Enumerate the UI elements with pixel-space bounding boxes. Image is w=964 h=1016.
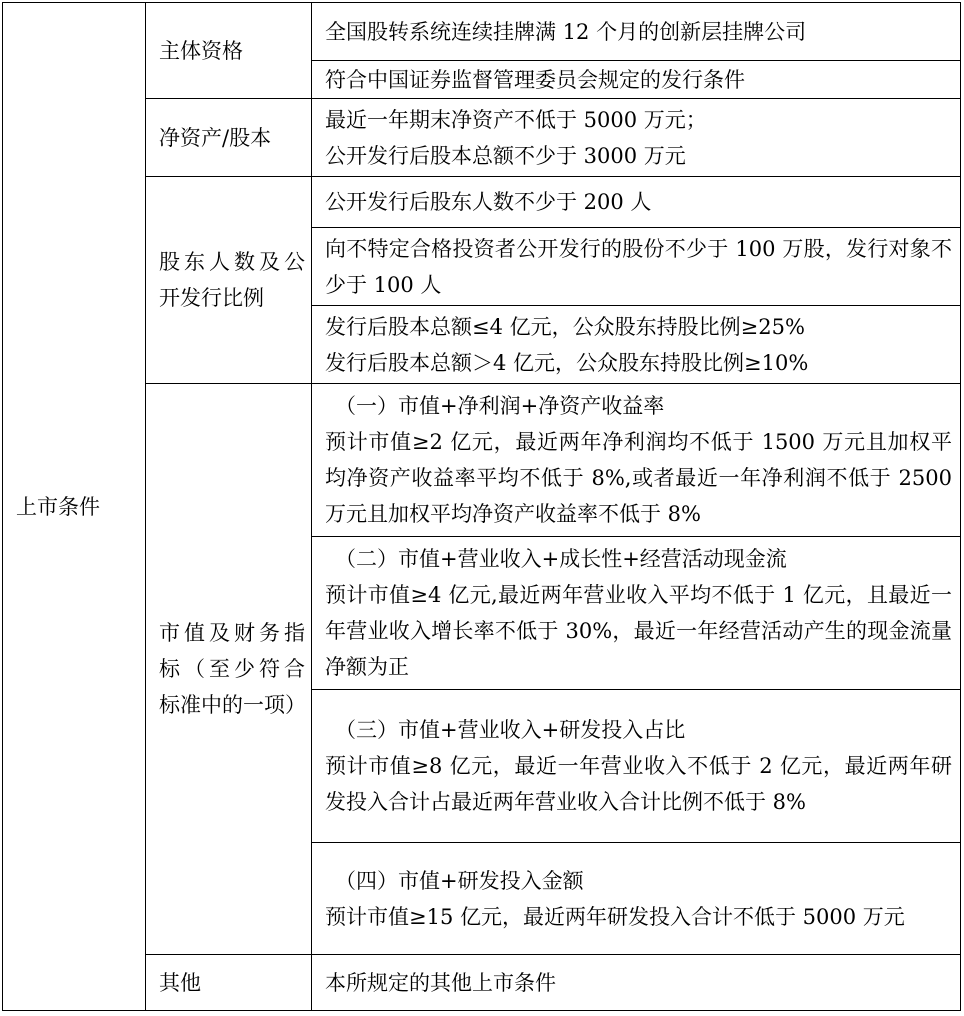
standard-cell bbox=[312, 690, 961, 843]
table-row bbox=[3, 177, 961, 228]
condition-cell bbox=[312, 955, 961, 1011]
standard-heading: （四）市值+研发投入金额 bbox=[335, 868, 584, 893]
condition-cell bbox=[312, 61, 961, 99]
standard-cell bbox=[312, 384, 961, 537]
condition-cell bbox=[312, 99, 961, 177]
row-label: 净资产/股本 bbox=[159, 125, 272, 150]
standard-heading: （二）市值+营业收入+成长性+经营活动现金流 bbox=[335, 547, 787, 571]
condition-text: 公开发行后股东人数不少于 200 人 bbox=[325, 190, 652, 214]
condition-text: 最近一年期末净资产不低于 5000 万元； bbox=[325, 107, 707, 132]
standard-cell bbox=[312, 843, 961, 955]
standard-body: 预计市值≥15 亿元，最近两年研发投入合计不低于 5000 万元 bbox=[325, 904, 905, 929]
condition-text: 公开发行后股本总额不少于 3000 万元 bbox=[325, 143, 686, 168]
condition-cell bbox=[312, 228, 961, 306]
row-label-cell bbox=[146, 3, 312, 99]
row-label-cell bbox=[146, 99, 312, 177]
standard-heading: （三）市值+营业收入+研发投入占比 bbox=[335, 718, 686, 742]
standard-body: 预计市值≥4 亿元,最近两年营业收入平均不低于 1 亿元，且最近一年营业收入增长率不低于 30%，最近一年经营活动产生的现金流量净额为正 bbox=[325, 583, 952, 679]
condition-text: 全国股转系统连续挂牌满 12 个月的创新层挂牌公司 bbox=[325, 19, 807, 44]
standard-body: 预计市值≥8 亿元，最近一年营业收入不低于 2 亿元，最近两年研发投入合计占最近两年营业收入合计比例不低于 8% bbox=[325, 754, 952, 814]
condition-text: 本所规定的其他上市条件 bbox=[325, 970, 556, 995]
table-row bbox=[3, 99, 961, 177]
row-label: 主体资格 bbox=[159, 38, 243, 63]
condition-text: 向不特定合格投资者公开发行的股份不少于 100 万股，发行对象不少于 100 人 bbox=[325, 236, 952, 297]
standard-heading: （一）市值+净利润+净资产收益率 bbox=[335, 394, 665, 418]
row-label: 市值及财务指标（至少符合标准中的一项） bbox=[159, 621, 306, 717]
row-label: 股东人数及公开发行比例 bbox=[159, 250, 305, 310]
condition-text: 发行后股本总额＞4 亿元，公众股东持股比例≥10% bbox=[325, 350, 809, 375]
table-row bbox=[3, 955, 961, 1011]
condition-cell bbox=[312, 306, 961, 384]
row-label: 其他 bbox=[159, 970, 201, 995]
condition-cell bbox=[312, 3, 961, 61]
row-label-cell bbox=[146, 384, 312, 955]
category-label: 上市条件 bbox=[16, 494, 100, 519]
row-label-cell bbox=[146, 177, 312, 384]
condition-text: 发行后股本总额≤4 亿元，公众股东持股比例≥25% bbox=[325, 314, 805, 339]
category-cell bbox=[3, 3, 146, 1011]
standard-cell bbox=[312, 537, 961, 690]
standard-body: 预计市值≥2 亿元，最近两年净利润均不低于 1500 万元且加权平均净资产收益率平均不低于 8%,或者最近一年净利润不低于 2500 万元且加权平均净资产收益率不低于 8% bbox=[325, 430, 952, 526]
table-row bbox=[3, 384, 961, 537]
listing-conditions-table bbox=[2, 2, 961, 1011]
row-label-cell bbox=[146, 955, 312, 1011]
condition-text: 符合中国证券监督管理委员会规定的发行条件 bbox=[325, 67, 745, 92]
condition-cell bbox=[312, 177, 961, 228]
table-row bbox=[3, 3, 961, 61]
